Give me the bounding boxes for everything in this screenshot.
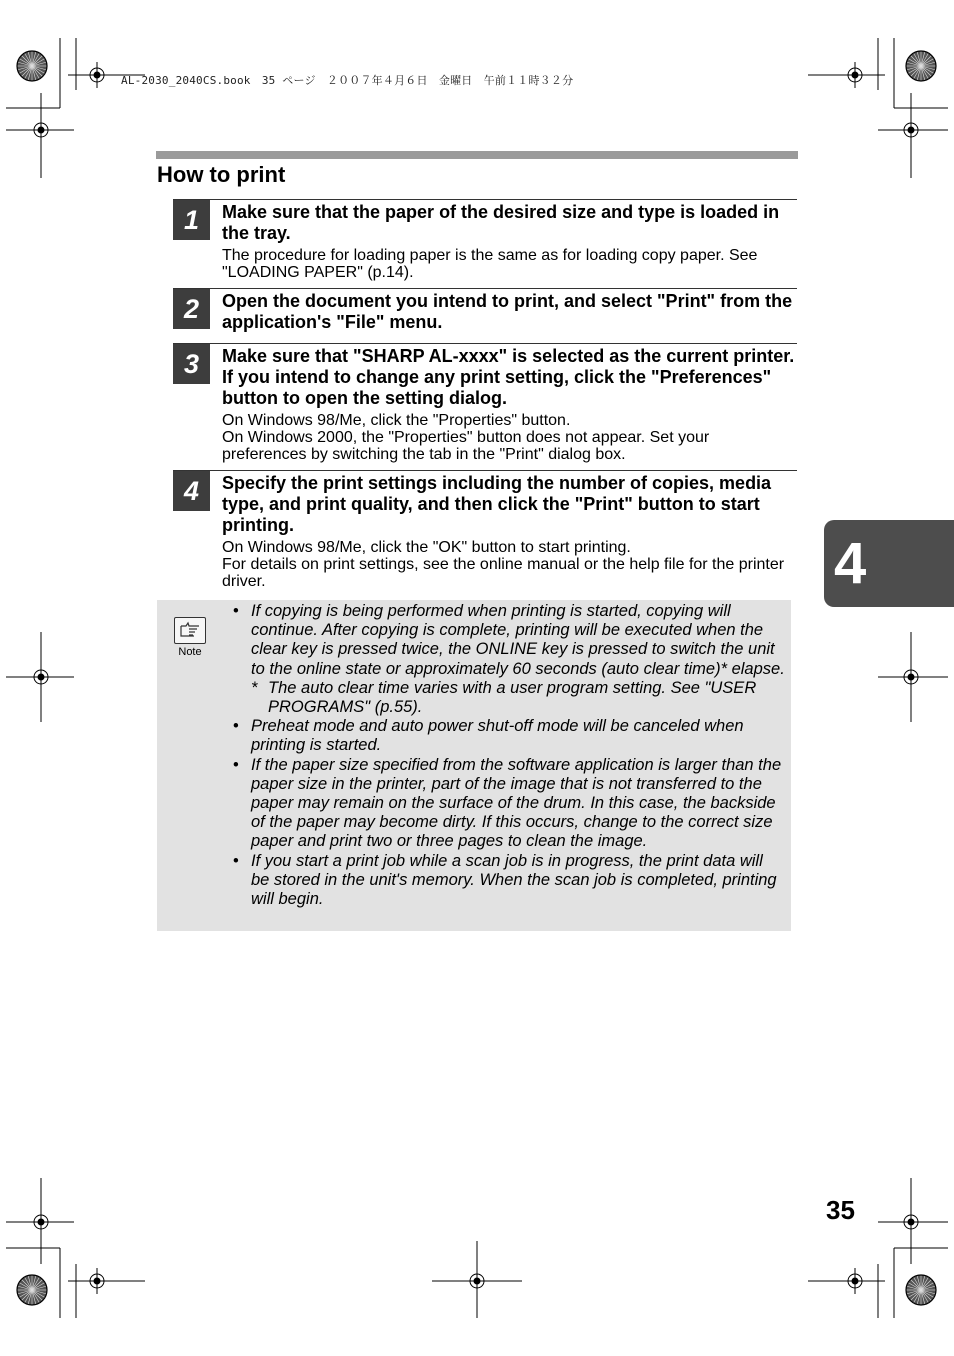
step-description <box>222 247 797 281</box>
step-desc-line: The procedure for loading paper is the same as for loading copy paper. See "LOADING PAPER" (p.14). <box>222 247 758 281</box>
note-box <box>157 600 791 931</box>
note-item-text: If the paper size specified from the software application is larger than the paper size in the printer, part of the image that is not transferred to the paper may remain on the surface of the drum. In this case, the backside of the paper may become dirty. If this occurs, change to the correct size paper and print two or three pages to clean the image. <box>251 755 782 851</box>
note-label: Note <box>178 646 202 658</box>
section-title: How to print <box>157 162 286 187</box>
note-item-text: If copying is being performed when printing is started, copying will continue. After copying is complete, printing will be executed when the clear key is pressed twice, the ONLINE key is pressed to switch the unit to the online state or approximately 60 seconds (auto clear time)* elapse. <box>251 602 785 678</box>
chapter-tab <box>824 520 954 607</box>
note-item <box>233 602 785 679</box>
note-footnote-text: The auto clear time varies with a user program setting. See "USER PROGRAMS" (p.55). <box>268 678 757 717</box>
asterisk: * <box>251 678 258 697</box>
bullet: • <box>233 755 239 774</box>
note-item <box>233 717 785 755</box>
step-desc-line: For details on print settings, see the online manual or the help file for the printer driver. <box>222 556 785 590</box>
note-item-text: If you start a print job while a scan job is in progress, the print data will be stored in the unit's memory. When the scan job is completed, printing will begin. <box>251 851 777 909</box>
step-title: Specify the print settings including the number of copies, media type, and print quality, and then click the "Print" button to start printing. <box>222 473 772 535</box>
step-desc-line: On Windows 98/Me, click the "OK" button to start printing. <box>222 539 631 556</box>
note-item-text: Preheat mode and auto power shut-off mode will be canceled when printing is started. <box>251 717 744 755</box>
step-desc-line: On Windows 2000, the "Properties" button does not appear. Set your preferences by switching the tab in the "Print" dialog box. <box>222 429 710 463</box>
note-footnote <box>233 679 785 717</box>
color-target-mark <box>17 51 47 81</box>
chapter-number: 4 <box>834 531 867 596</box>
step-2 <box>173 288 797 333</box>
step-title: Make sure that the paper of the desired size and type is loaded in the tray. <box>222 202 780 243</box>
step-description <box>222 539 797 590</box>
step-1 <box>173 199 797 281</box>
bullet: • <box>233 602 239 620</box>
step-desc-line: On Windows 98/Me, click the "Properties" button. <box>222 412 571 429</box>
step-number: 4 <box>173 471 210 511</box>
note-icon-group <box>173 617 207 658</box>
step-number: 3 <box>173 344 210 384</box>
step-4 <box>173 470 797 590</box>
note-item <box>233 756 785 852</box>
step-number: 1 <box>173 200 210 240</box>
page-number: 35 <box>826 1195 855 1225</box>
bullet: • <box>233 717 239 736</box>
color-target-mark <box>906 1275 936 1305</box>
step-description <box>222 412 797 463</box>
note-list <box>233 602 785 909</box>
step-number: 2 <box>173 289 210 329</box>
step-title: Make sure that "SHARP AL-xxxx" is selected as the current printer. If you intend to change any print setting, click the "Preferences" button to open the setting dialog. <box>222 346 795 408</box>
section-rule-bar <box>156 151 798 159</box>
step-3 <box>173 343 797 463</box>
note-item <box>233 852 785 910</box>
color-target-mark <box>906 51 936 81</box>
step-title: Open the document you intend to print, and select "Print" from the application's "File" menu. <box>222 291 793 332</box>
color-target-mark <box>17 1275 47 1305</box>
bullet: • <box>233 851 239 870</box>
print-header: AL-2030_2040CS.book 35 ページ ２００７年４月６日 金曜日 午前１１時３２分 <box>121 74 574 87</box>
pointing-hand-icon <box>174 617 206 644</box>
